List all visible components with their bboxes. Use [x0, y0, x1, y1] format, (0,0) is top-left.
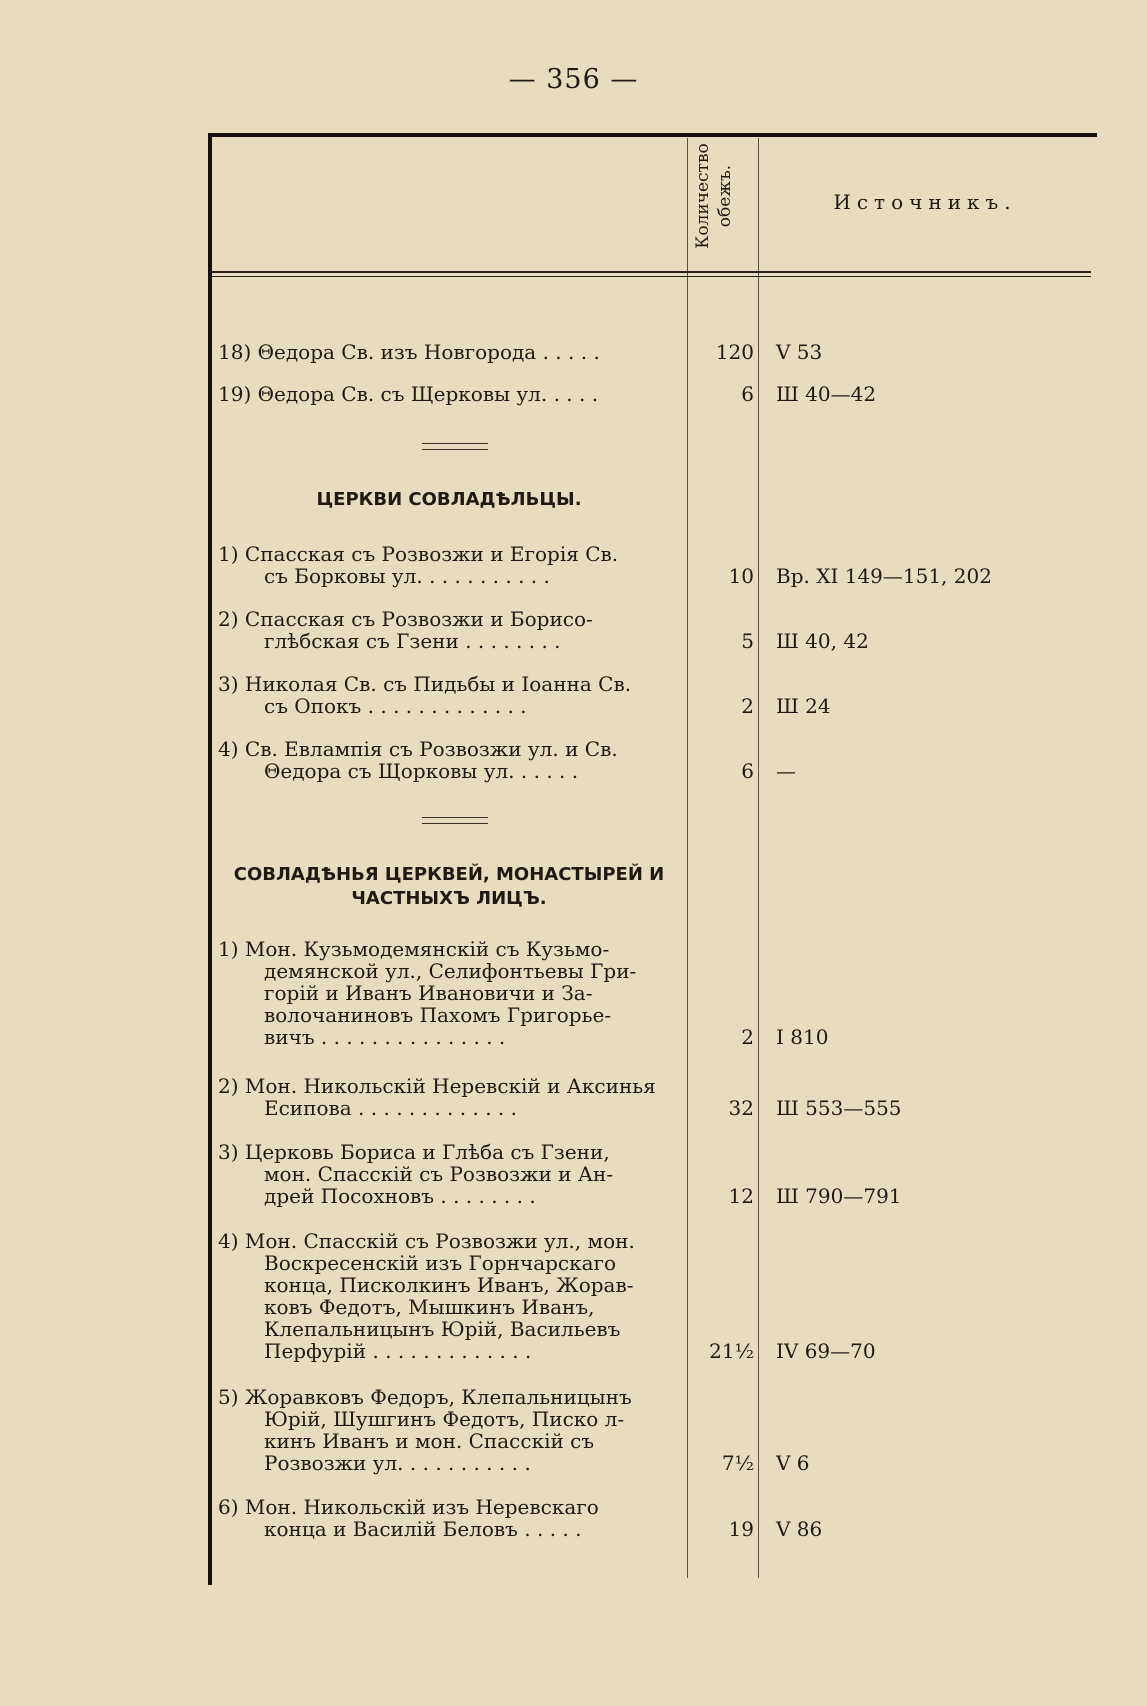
entry-source: V 53 [776, 340, 823, 364]
entry-source: I 810 [776, 1025, 829, 1049]
entry-count: 120 [715, 340, 754, 364]
entry-count: 6 [741, 759, 754, 783]
entry-line: Воскресенскій изъ Горнчарскаго [264, 1251, 617, 1275]
entry-line: съ Борковы ул. . . . . . . . . . . [264, 564, 550, 588]
entry-source: Ш 553—555 [776, 1096, 902, 1120]
entry-line: конца и Василій Беловъ . . . . . [264, 1517, 582, 1541]
entry-line: демянской ул., Селифонтьевы Гри- [264, 959, 637, 983]
entry-line: горій и Иванъ Ивановичи и За- [264, 981, 593, 1005]
section-title-line: ЧАСТНЫХЪ ЛИЦЪ. [351, 888, 547, 909]
entry-name [218, 738, 678, 782]
column-divider [687, 138, 688, 1578]
entry-line: 4) Св. Евлампія съ Розвозжи ул. и Св. [218, 737, 618, 761]
section-divider [422, 817, 488, 824]
entry-line: ковъ Федотъ, Мышкинъ Иванъ, [264, 1295, 595, 1319]
entry-source: Ш 40, 42 [776, 629, 869, 653]
entry-line: Клепальницынъ Юрій, Васильевъ [264, 1317, 621, 1341]
entry-name [218, 608, 678, 652]
entry-line: мон. Спасскій съ Розвозжи и Ан- [264, 1162, 614, 1186]
entry-count: 5 [741, 629, 754, 653]
entry-line: Перфурій . . . . . . . . . . . . . [264, 1339, 532, 1363]
entry-line: конца, Писколкинъ Иванъ, Жорав- [264, 1273, 634, 1297]
entry-line: волочаниновъ Пахомъ Григорье- [264, 1003, 612, 1027]
entry-count: 19 [728, 1517, 754, 1541]
entry-name [218, 1075, 678, 1119]
entry-name [218, 1230, 678, 1362]
section-divider [422, 443, 488, 450]
entry-source: Ш 40—42 [776, 382, 877, 406]
entry-name [218, 1386, 678, 1474]
entry-source: Ш 24 [776, 694, 831, 718]
entry-count: 10 [728, 564, 754, 588]
entry-line: Θедора съ Щорковы ул. . . . . . [264, 759, 579, 783]
entry-source: IV 69—70 [776, 1339, 876, 1363]
section-title-line: СОВЛАДѢНЬЯ ЦЕРКВЕЙ, МОНАСТЫРЕЙ И [233, 864, 665, 885]
page-number: — 356 — [508, 64, 639, 95]
entry-name: 18) Θедора Св. изъ Новгорода . . . . . [218, 340, 600, 364]
entry-source: Ш 790—791 [776, 1184, 902, 1208]
entry-source: V 86 [776, 1517, 823, 1541]
entry-line: Юрій, Шушгинъ Федотъ, Писко л- [264, 1407, 625, 1431]
entry-line: вичъ . . . . . . . . . . . . . . . [264, 1025, 506, 1049]
entry-count: 6 [741, 382, 754, 406]
entry-line: кинъ Иванъ и мон. Спасскій съ [264, 1429, 595, 1453]
header-rule [212, 276, 1091, 277]
entry-line: 3) Церковь Бориса и Глѣба съ Гзени, [218, 1140, 610, 1164]
entry-count: 21½ [709, 1339, 754, 1363]
column-divider [758, 138, 759, 1578]
entry-line: 1) Мон. Кузьмодемянскій съ Кузьмо- [218, 937, 610, 961]
section-title: ЦЕРКВИ СОВЛАДѢЛЬЦЫ. [316, 489, 582, 510]
count-column-header: Количество обежъ. [693, 143, 735, 249]
entry-line: 3) Николая Св. съ Пидьбы и Іоанна Св. [218, 672, 632, 696]
entry-line: 2) Мон. Никольскій Неревскій и Аксинья [218, 1074, 656, 1098]
entry-name [218, 1141, 678, 1207]
entry-line: 1) Спасская съ Розвозжи и Егорія Св. [218, 542, 619, 566]
header-rule [212, 271, 1091, 273]
entry-name [218, 673, 678, 717]
entry-count: 7½ [721, 1451, 754, 1475]
entry-count: 2 [741, 694, 754, 718]
entry-line: 5) Жоравковъ Федоръ, Клепальницынъ [218, 1385, 632, 1409]
source-column-header: Источникъ. [833, 190, 1017, 214]
entry-line: съ Опокъ . . . . . . . . . . . . . [264, 694, 527, 718]
entry-count: 2 [741, 1025, 754, 1049]
entry-name [218, 543, 678, 587]
entry-source: Вр. XI 149—151, 202 [776, 564, 992, 588]
entry-name: 19) Θедора Св. съ Щерковы ул. . . . . [218, 382, 599, 406]
entry-line: глѣбская съ Гзени . . . . . . . . [264, 629, 561, 653]
entry-name [218, 938, 678, 1048]
entry-source: — [776, 759, 796, 783]
entry-line: 4) Мон. Спасскій съ Розвозжи ул., мон. [218, 1229, 635, 1253]
entry-source: V 6 [776, 1451, 810, 1475]
entry-count: 12 [728, 1184, 754, 1208]
entry-line: дрей Посохновъ . . . . . . . . [264, 1184, 536, 1208]
entry-count: 32 [728, 1096, 754, 1120]
entry-line: Есипова . . . . . . . . . . . . . [264, 1096, 517, 1120]
section-title [218, 863, 680, 911]
entry-line: 2) Спасская съ Розвозжи и Борисо- [218, 607, 593, 631]
entry-name [218, 1496, 678, 1540]
entry-line: Розвозжи ул. . . . . . . . . . . [264, 1451, 531, 1475]
entry-line: 6) Мон. Никольскій изъ Неревскаго [218, 1495, 599, 1519]
